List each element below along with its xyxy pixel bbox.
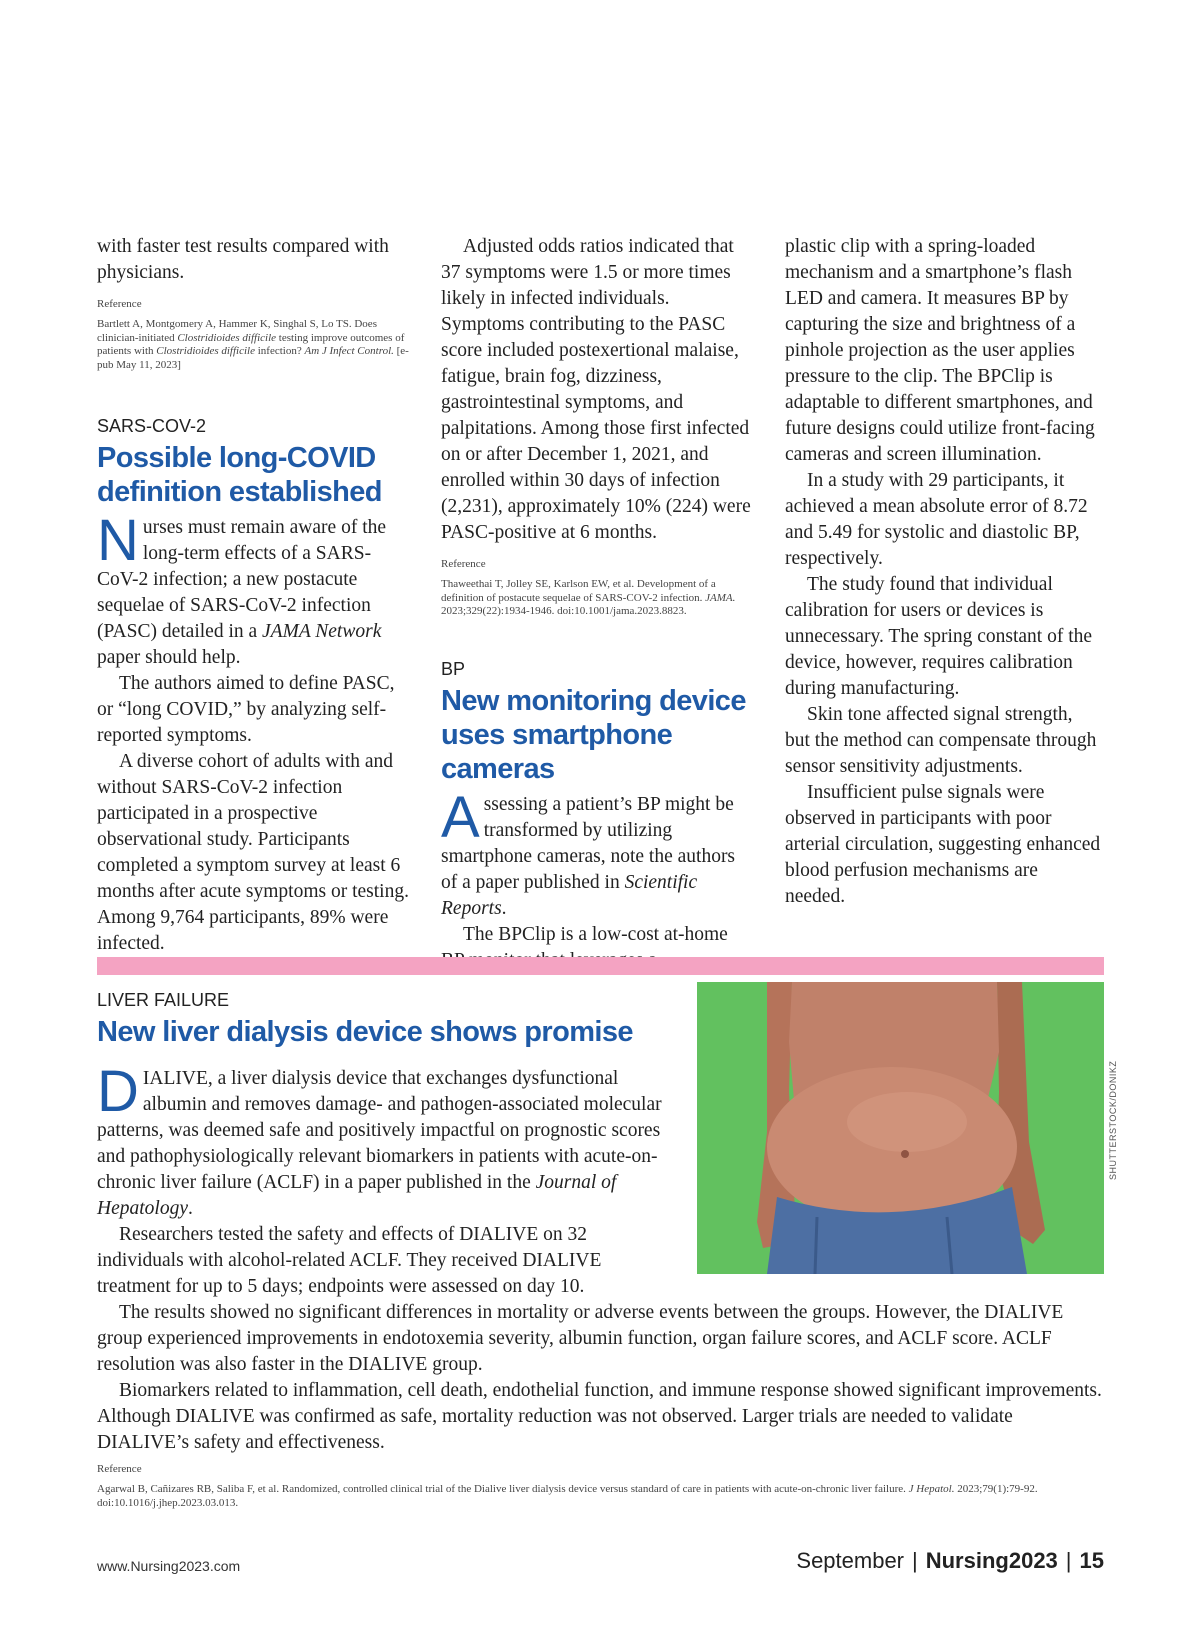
footer-folio <box>796 1548 1104 1574</box>
footer-journal: Nursing2023 <box>925 1548 1058 1573</box>
liver-headline: New liver dialysis device shows promise <box>97 1016 633 1048</box>
liver-reference: Agarwal B, Cañizares RB, Saliba F, et al. Randomized, controlled clinical trial of the Dialive liver dialysis device versus standard of care in patients with acute-on-chronic liver failure. J Hepatol. 2023;79(1):79-92. doi:10.1016/j.jhep.2023.03.013. <box>97 1483 1038 1509</box>
column-3 <box>785 234 1101 910</box>
photo-credit: SHUTTERSTOCK/DONIKZ <box>1108 1060 1118 1180</box>
col1-reference: Bartlett A, Montgomery A, Hammer K, Singhal S, Lo TS. Does clinician-initiated Clostridioides difficile testing improve outcomes of patients with Clostridioides difficile infection? Am J Infect Control. [e-pub May 11, 2023] <box>97 318 409 371</box>
section-divider-bar <box>97 957 1104 975</box>
covid-paragraph-3: A diverse cohort of adults with and without SARS-CoV-2 infection participated in a prospective observational study. Participants completed a symptom survey at least 6 months after acute symptoms or testing. Among 9,764 participants, 89% were infected. <box>97 751 409 954</box>
column-1 <box>97 234 409 957</box>
liver-body <box>97 1059 1104 1456</box>
footer-url: www.Nursing2023.com <box>97 1558 241 1574</box>
bp-headline: New monitoring device uses smartphone cameras <box>441 684 746 785</box>
bp-paragraph-1: Assessing a patient’s BP might be transformed by utilizing smartphone cameras, note the authors of a paper published in Scientific Reports. <box>441 784 736 919</box>
liver-reference-block <box>97 1463 1104 1510</box>
footer-separator-1: | <box>912 1548 918 1573</box>
bp-paragraph-7: Insufficient pulse signals were observed in participants with poor arterial circulation, suggesting enhanced blood perfusion mechanisms are needed. <box>785 782 1101 907</box>
column-2 <box>441 234 753 974</box>
covid-paragraph-1: Nurses must remain aware of the long-term effects of a SARS-CoV-2 infection; a new postacute sequelae of SARS-CoV-2 infection (PASC) detailed in a JAMA Network paper should help. <box>97 508 387 668</box>
covid-paragraph-4: Adjusted odds ratios indicated that 37 symptoms were 1.5 or more times likely in infected individuals. Symptoms contributing to the PASC score included postexertional malaise, fatigue, brain fog, dizziness, gastrointestinal symptoms, and palpitations. Among those first infected on or after December 1, 2021, and enrolled within 30 days of infection (2,231), approximately 10% (224) were PASC-positive at 6 months. <box>441 236 751 543</box>
col1-ref-label: Reference <box>97 298 142 310</box>
footer-separator-2: | <box>1065 1548 1072 1573</box>
covid-kicker: SARS-COV-2 <box>97 416 207 436</box>
bp-paragraph-6: Skin tone affected signal strength, but the method can compensate through sensor sensitivity adjustments. <box>785 704 1097 777</box>
covid-paragraph-2: The authors aimed to define PASC, or “long COVID,” by analyzing self-reported symptoms. <box>97 673 395 746</box>
col2-reference: Thaweethai T, Jolley SE, Karlson EW, et al. Development of a definition of postacute sequelae of SARS-COV-2 infection. JAMA. 2023;329(22):1934-1946. doi:10.1001/jama.2023.8823. <box>441 578 736 617</box>
col1-intro: with faster test results compared with physicians. <box>97 236 389 283</box>
liver-paragraph-4: Biomarkers related to inflammation, cell death, endothelial function, and immune response showed significant improvements. Although DIALIVE was confirmed as safe, mortality reduction was not observed. Larger trials are needed to validate DIALIVE’s safety and effectiveness. <box>97 1380 1102 1453</box>
bp-paragraph-4: In a study with 29 participants, it achieved a mean absolute error of 8.72 and 5.49 for systolic and diastolic BP, respectively. <box>785 470 1088 569</box>
liver-paragraph-2: Researchers tested the safety and effects of DIALIVE on 32 individuals with alcohol-related ACLF. They received DIALIVE treatment for up to 5 days; endpoints were assessed on day 10. <box>97 1224 602 1297</box>
liver-kicker: LIVER FAILURE <box>97 990 230 1010</box>
liver-dropcap: D <box>97 1059 139 1124</box>
covid-headline: Possible long-COVID definition established <box>97 442 382 508</box>
col2-ref-label: Reference <box>441 558 486 570</box>
liver-ref-label: Reference <box>97 1463 142 1475</box>
liver-paragraph-3: The results showed no significant differences in mortality or adverse events between the groups. However, the DIALIVE group experienced improvements in endotoxemia severity, albumin function, organ failure scores, and ACLF score. ACLF resolution was also faster in the DIALIVE group. <box>97 1302 1064 1375</box>
footer-page-number: 15 <box>1079 1548 1104 1573</box>
bp-kicker: BP <box>441 658 466 679</box>
bp-paragraph-3: plastic clip with a spring-loaded mechanism and a smartphone’s flash LED and camera. It measures BP by capturing the size and brightness of a pinhole projection as the user applies pressure to the clip. The BPClip is adaptable to different smartphones, and future designs could utilize front-facing cameras and screen illumination. <box>785 236 1095 465</box>
footer-month: September <box>796 1548 905 1573</box>
covid-dropcap: N <box>97 508 139 573</box>
bp-dropcap: A <box>441 784 480 850</box>
bp-paragraph-5: The study found that individual calibration for users or devices is unnecessary. The spring constant of the device, however, requires calibration during manufacturing. <box>785 574 1093 699</box>
bp-paragraph-2: The BPClip is a low-cost at-home <box>463 923 728 945</box>
liver-paragraph-1: DIALIVE, a liver dialysis device that exchanges dysfunctional albumin and removes damage- and pathogen-associated molecular patterns, was deemed safe and positively impactful on prognostic scores and pathophysiologically relevant biomarkers in patients with acute-on-chronic liver failure (ACLF) in a paper published in the Journal of Hepatology. <box>97 1059 662 1219</box>
